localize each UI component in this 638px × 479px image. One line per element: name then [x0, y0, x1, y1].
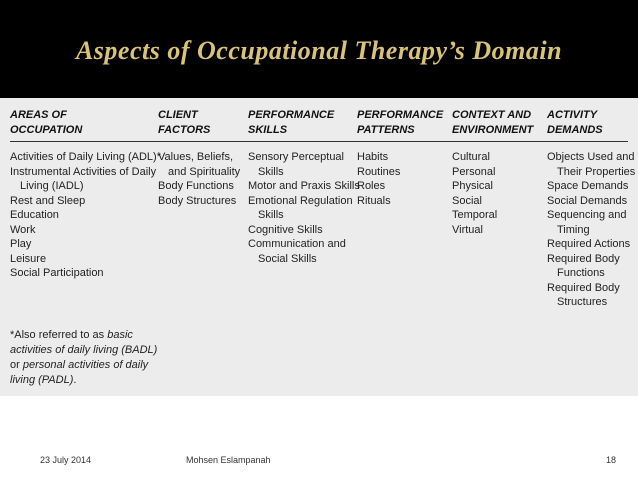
- column-item: Required Body: [547, 252, 620, 265]
- column-items-performance-skills: [248, 150, 360, 266]
- footnote-middle: or: [10, 359, 23, 371]
- column-item: Emotional Regulation: [248, 194, 353, 207]
- column-item: Temporal: [452, 209, 498, 221]
- column-item: Cultural: [452, 151, 490, 163]
- footnote-prefix: *Also referred to as: [10, 329, 108, 341]
- column-header-text: CLIENT FACTORS: [158, 109, 211, 136]
- footer-page-number: 18: [606, 455, 617, 465]
- column-header-text: CONTEXT AND ENVIRONMENT: [452, 109, 534, 136]
- column-header-text: PERFORMANCE SKILLS: [248, 109, 335, 136]
- column-items-client-factors: [158, 150, 240, 208]
- column-header-text: ACTIVITY DEMANDS: [547, 109, 603, 136]
- column-item: Play: [10, 238, 32, 250]
- column-items-performance-patterns: [357, 150, 400, 208]
- column-item: Rest and Sleep: [10, 194, 86, 207]
- column-item: Objects Used and: [547, 151, 635, 163]
- column-header-areas-of-occupation: [10, 108, 82, 138]
- column-item: Cognitive Skills: [248, 223, 323, 236]
- column-item: Skills: [258, 165, 284, 178]
- column-item: Virtual: [452, 223, 483, 236]
- column-item: Rituals: [357, 194, 391, 207]
- column-item: Social Skills: [258, 252, 317, 265]
- slide-title: Aspects of Occupational Therapy’s Domain: [75, 36, 563, 65]
- column-item: and Spirituality: [168, 165, 241, 178]
- column-item: Required Body: [547, 281, 620, 294]
- column-header-performance-patterns: [357, 108, 443, 138]
- column-item: Communication and: [248, 238, 346, 250]
- column-header-text: AREAS OF OCCUPATION: [10, 109, 83, 136]
- column-header-activity-demands: [547, 108, 603, 138]
- column-item: Body Functions: [158, 180, 234, 192]
- column-items-areas-of-occupation: [10, 150, 161, 281]
- column-item: Structures: [557, 296, 608, 308]
- footnote-term-padl: personal activities of daily living (PADL): [10, 359, 149, 386]
- column-items-context-and-environment: [452, 150, 497, 237]
- column-item: Space Demands: [547, 180, 629, 192]
- footer-author: Mohsen Eslampanah: [186, 455, 271, 465]
- column-item: Work: [10, 223, 36, 236]
- column-item: Body Structures: [158, 194, 237, 207]
- column-item: Personal: [452, 165, 496, 178]
- column-item: Motor and Praxis Skills: [248, 180, 360, 192]
- footnote: [10, 328, 160, 388]
- column-item: Activities of Daily Living (ADL)*: [10, 151, 161, 163]
- column-items-activity-demands: [547, 150, 635, 310]
- column-item: Values, Beliefs,: [158, 151, 234, 163]
- column-header-context-and-environment: [452, 108, 533, 138]
- footnote-suffix: .: [73, 374, 77, 386]
- column-item: Timing: [557, 223, 590, 236]
- column-item: Their Properties: [557, 165, 636, 178]
- column-item: Sequencing and: [547, 209, 627, 221]
- column-item: Living (IADL): [20, 180, 84, 192]
- column-item: Required Actions: [547, 238, 631, 250]
- column-header-performance-skills: [248, 108, 334, 138]
- column-item: Social: [452, 194, 482, 207]
- column-item: Instrumental Activities of Daily: [10, 165, 157, 178]
- header-divider: [10, 141, 628, 142]
- column-item: Social Participation: [10, 267, 104, 279]
- column-item: Sensory Perceptual: [248, 151, 344, 163]
- column-item: Habits: [357, 151, 389, 163]
- footer-date: 23 July 2014: [40, 455, 92, 465]
- column-item: Education: [10, 209, 59, 221]
- column-header-text: PERFORMANCE PATTERNS: [357, 109, 444, 136]
- column-item: Leisure: [10, 252, 47, 265]
- column-item: Routines: [357, 165, 401, 178]
- domain-table: [0, 98, 638, 396]
- column-item: Roles: [357, 180, 386, 192]
- column-header-client-factors: [158, 108, 210, 138]
- column-item: Skills: [258, 209, 284, 221]
- column-item: Physical: [452, 180, 493, 192]
- column-item: Social Demands: [547, 194, 628, 207]
- column-item: Functions: [557, 267, 605, 279]
- footnote-term-badl: basic activities of daily living (BADL): [10, 329, 158, 356]
